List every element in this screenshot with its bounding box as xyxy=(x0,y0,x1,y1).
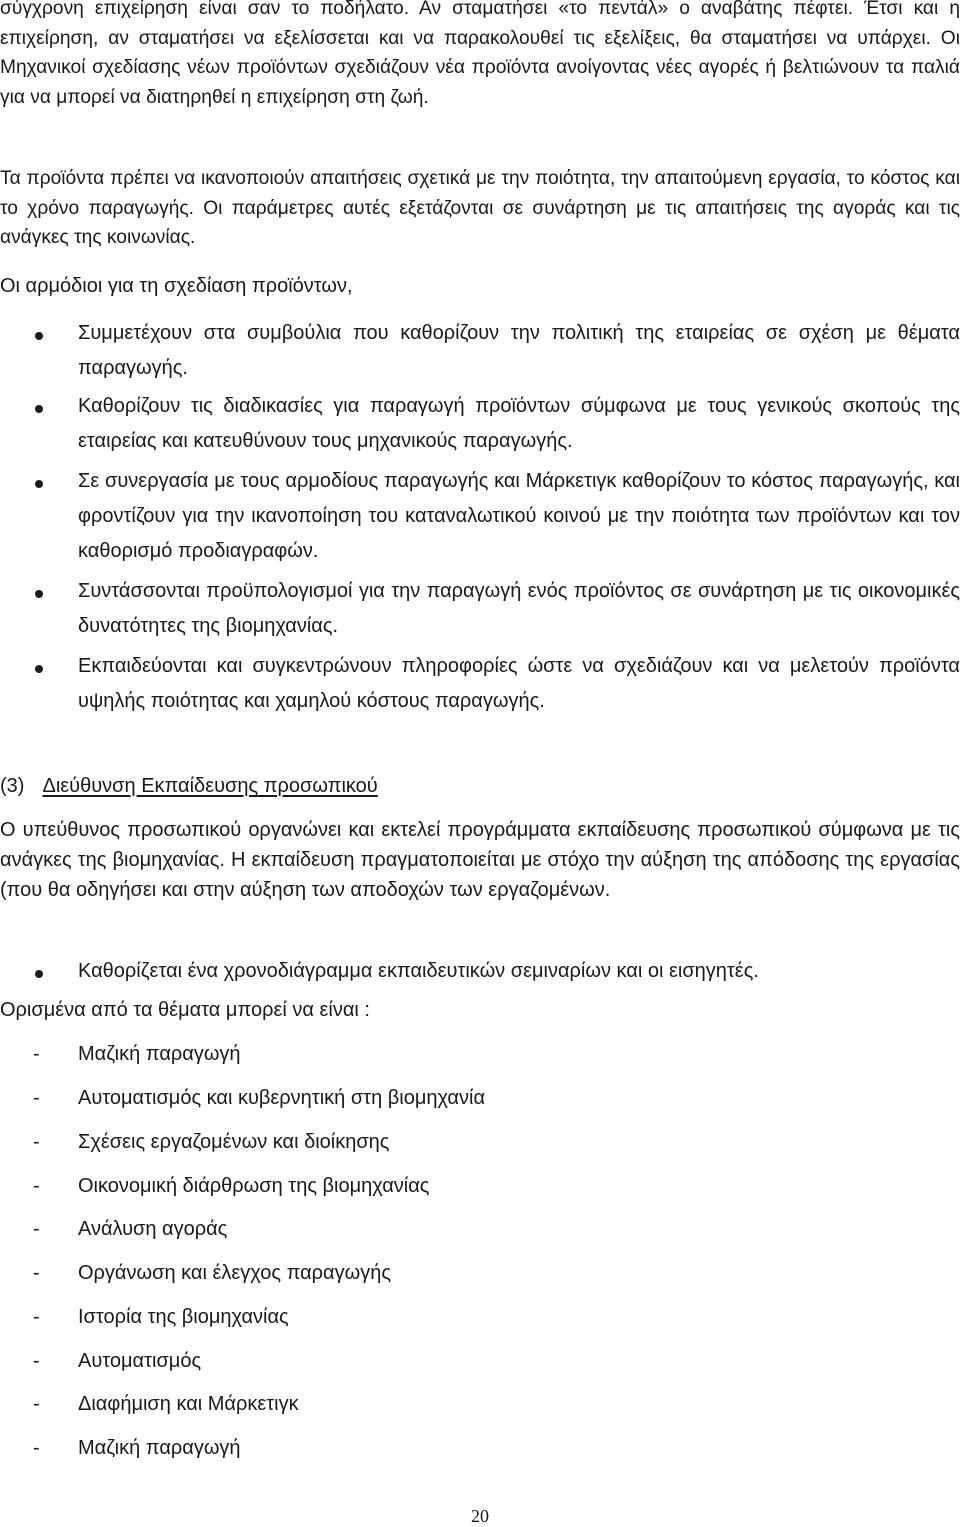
bullet-icon xyxy=(35,590,43,598)
bullet-icon xyxy=(35,480,43,488)
training-paragraph: Ο υπεύθυνος προσωπικού οργανώνει και εκτελεί προγράμματα εκπαίδευσης προσωπικού σύμφωνα με τις ανάγκες της βιομηχανίας. Η εκπαίδευση πραγματοποιείται με στόχο την αύξηση της απόδοσης της εργασίας (που θα οδηγήσει και στην αύξηση των αποδοχών των εργαζομένων. xyxy=(0,819,960,901)
dash-marker: - xyxy=(33,1350,40,1372)
section-title: Διεύθυνση Εκπαίδευσης προσωπικού xyxy=(42,775,378,797)
dash-marker: - xyxy=(33,1393,40,1415)
list-item-text: Συμμετέχουν στα συμβούλια που καθορίζουν την πολιτική της εταιρείας σε σχέση με θέματα παραγωγής. xyxy=(78,322,960,379)
topics-intro: Ορισμένα από τα θέματα μπορεί να είναι : xyxy=(0,999,370,1021)
list-item-text: Ανάλυση αγοράς xyxy=(78,1218,228,1240)
bullet-icon xyxy=(35,665,43,673)
list-item-text: Αυτοματισμός και κυβερνητική στη βιομηχανία xyxy=(78,1087,486,1109)
list-item-text: Συντάσσονται προϋπολογισμοί για την παραγωγή ενός προϊόντος σε συνάρτηση με τις οικονομικές δυνατότητες της βιομηχανίας. xyxy=(78,580,960,637)
dash-marker: - xyxy=(33,1043,40,1065)
list-item xyxy=(0,1128,960,1158)
list-item-text: Καθορίζεται ένα χρονοδιάγραμμα εκπαιδευτικών σεμιναρίων και οι εισηγητές. xyxy=(78,960,759,982)
dash-marker: - xyxy=(33,1437,40,1459)
list-item xyxy=(0,1259,960,1289)
list-item xyxy=(0,1215,960,1245)
list-item xyxy=(0,1303,960,1333)
list-item-text: Καθορίζουν τις διαδικασίες για παραγωγή προϊόντων σύμφωνα με τους γενικούς σκοπούς της εταιρείας και κατευθύνουν τους μηχανικούς παραγωγής. xyxy=(78,395,960,452)
list-item-text: Ιστορία της βιομηχανίας xyxy=(78,1306,289,1328)
bullet-icon xyxy=(35,405,43,413)
page-number: 20 xyxy=(471,1506,489,1526)
dash-marker: - xyxy=(33,1087,40,1109)
intro-paragraph: σύγχρονη επιχείρηση είναι σαν το ποδήλατο. Αν σταματήσει «το πεντάλ» ο αναβάτης πέφτει. Έτσι και η επιχείρηση, αν σταματήσει να εξελίσσεται και να παρακολουθεί τις εξελίξεις, θα σταματήσει να υπάρχει. Οι Μηχανικοί σχεδίασης νέων προϊόντων σχεδιάζουν νέα προϊόντα ανοίγοντας νέες αγορές ή βελτιώνουν τα παλιά για να μπορεί να διατηρηθεί η επιχείρηση στη ζωή. xyxy=(0,0,960,108)
section-heading xyxy=(0,772,378,800)
list-item-text: Εκπαιδεύονται και συγκεντρώνουν πληροφορίες ώστε να σχεδιάζουν και να μελετούν προϊόντα υψηλής ποιότητας και χαμηλού κόστους παραγωγής. xyxy=(78,655,960,712)
dash-marker: - xyxy=(33,1262,40,1284)
bullet-icon xyxy=(35,332,43,340)
list-item-text: Μαζική παραγωγή xyxy=(78,1437,241,1459)
dash-marker: - xyxy=(33,1131,40,1153)
list-item xyxy=(0,1434,960,1464)
bullet-icon xyxy=(35,970,43,978)
list-item-text: Σχέσεις εργαζομένων και διοίκησης xyxy=(78,1131,390,1153)
dash-marker: - xyxy=(33,1306,40,1328)
list-item xyxy=(0,1347,960,1377)
list-item-text: Οικονομική διάρθρωση της βιομηχανίας xyxy=(78,1175,430,1197)
requirements-paragraph: Τα προϊόντα πρέπει να ικανοποιούν απαιτήσεις σχετικά με την ποιότητα, την απαιτούμενη εργασία, το κόστος και το χρόνο παραγωγής. Οι παράμετρες αυτές εξετάζονται σε συνάρτηση με τις απαιτήσεις της αγοράς και τις ανάγκες της κοινωνίας. xyxy=(0,168,960,248)
list-item xyxy=(0,1390,960,1420)
list-item xyxy=(0,1172,960,1202)
section-number: (3) xyxy=(0,775,25,797)
dash-marker: - xyxy=(33,1218,40,1240)
list-item-text: Διαφήμιση και Μάρκετιγκ xyxy=(78,1393,299,1415)
list-item-text: Σε συνεργασία με τους αρμοδίους παραγωγής και Μάρκετιγκ καθορίζουν το κόστος παραγωγής, και φροντίζουν για την ικανοποίηση του καταναλωτικού κοινού με την ποιότητα των προϊόντων και τον καθορισμό προδιαγραφών. xyxy=(78,470,960,562)
list-item xyxy=(0,1084,960,1114)
list-item-text: Αυτοματισμός xyxy=(78,1350,202,1372)
list-item xyxy=(0,1040,960,1070)
responsibles-intro: Οι αρμόδιοι για τη σχεδίαση προϊόντων, xyxy=(0,275,353,297)
list-item-text: Οργάνωση και έλεγχος παραγωγής xyxy=(78,1262,391,1284)
list-item-text: Μαζική παραγωγή xyxy=(78,1043,241,1065)
dash-marker: - xyxy=(33,1175,40,1197)
